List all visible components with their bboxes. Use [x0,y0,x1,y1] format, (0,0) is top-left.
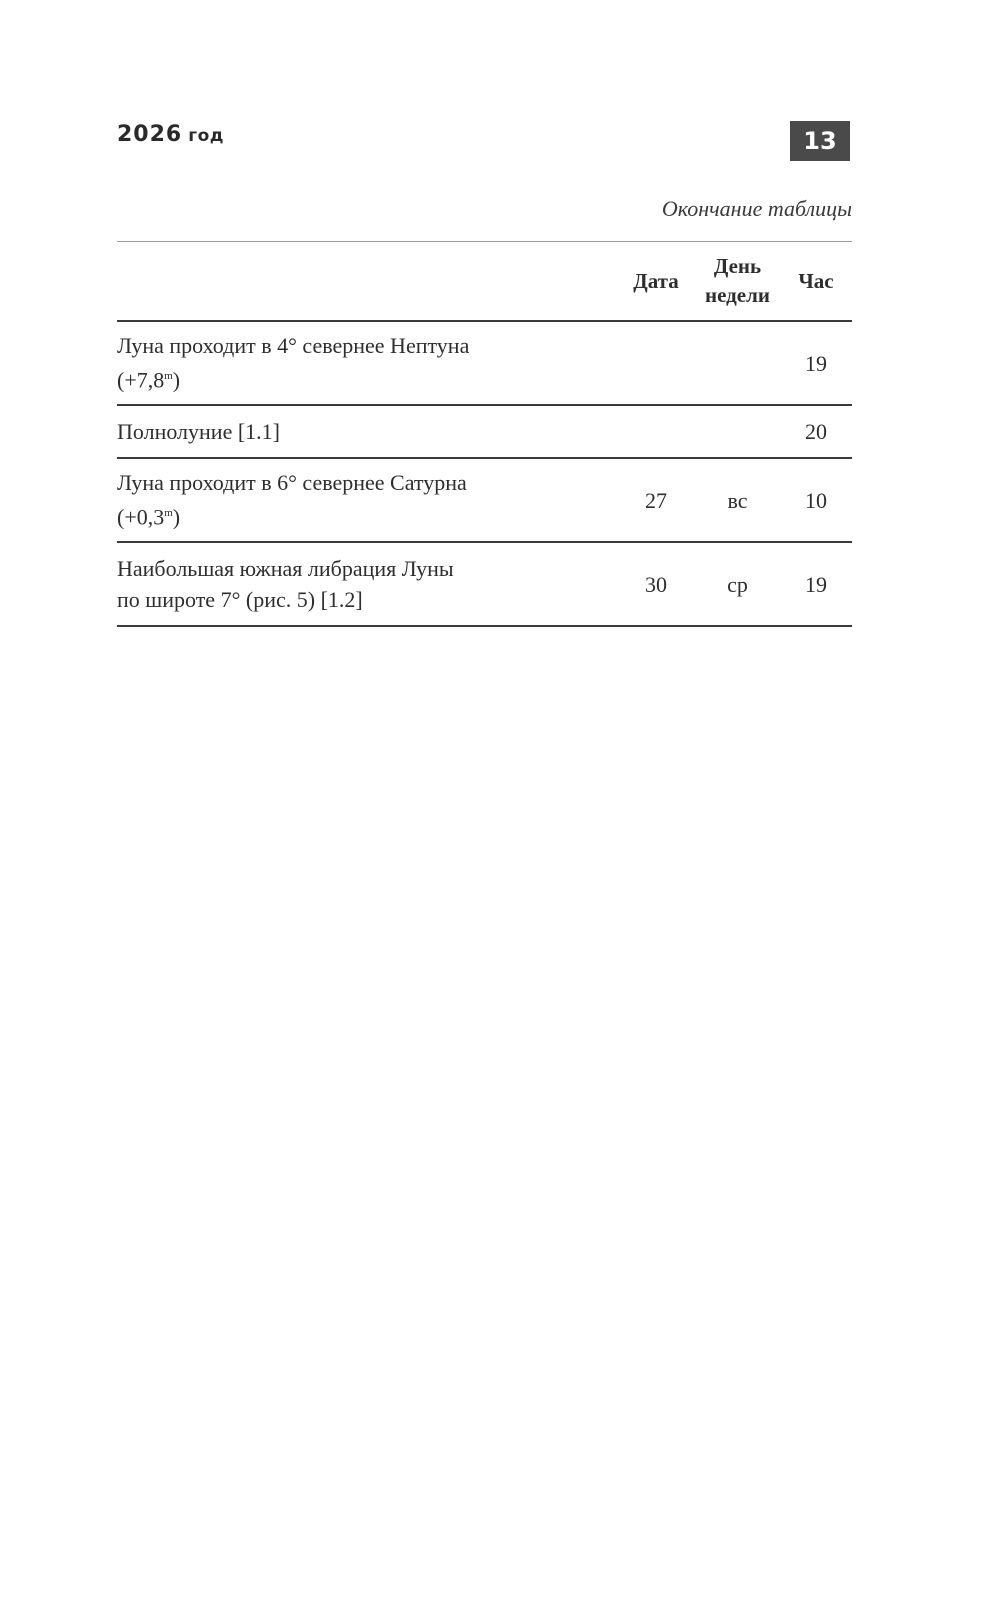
date-cell: 27 [617,458,695,542]
date-cell [617,321,695,405]
weekday-cell [695,321,780,405]
date-cell [617,405,695,458]
table-row [117,458,852,542]
running-head-word: год [188,126,225,146]
hour-cell: 20 [780,405,852,458]
header-date: Дата [617,242,695,322]
table-row [117,405,852,458]
header-weekday [695,242,780,322]
magnitude-sup: m [164,507,173,520]
event-text-line2-end: ) [172,504,181,530]
running-head-year: 2026 [117,122,183,147]
event-text-line2: по широте 7° (рис. 5) [1.2] [117,587,363,612]
event-text-line2: (+0,3 [117,504,165,530]
weekday-cell: ср [695,542,780,626]
event-cell [117,542,617,626]
event-cell [117,405,617,458]
event-text-line2-end: ) [172,367,181,393]
header-event [117,242,617,322]
event-cell [117,458,617,542]
date-cell: 30 [617,542,695,626]
running-head [117,122,224,147]
table-header-row [117,242,852,322]
magnitude-sup: m [164,370,173,383]
header-weekday-line1: День [713,254,762,278]
table-row [117,542,852,626]
table-caption: Окончание таблицы [661,196,852,221]
hour-cell: 19 [780,321,852,405]
hour-cell: 10 [780,458,852,542]
weekday-cell: вс [695,458,780,542]
weekday-cell [695,405,780,458]
table-row [117,321,852,405]
event-text-line1: Луна проходит в 4° севернее Нептуна [117,333,470,359]
events-table [117,241,852,627]
event-text-line1: Полнолуние [1.1] [117,419,281,444]
header-weekday-line2: недели [705,283,770,307]
event-cell [117,321,617,405]
page-number: 13 [790,121,850,161]
hour-cell: 19 [780,542,852,626]
event-text-line1: Луна проходит в 6° севернее Сатурна [117,470,467,496]
event-text-line1: Наибольшая южная либрация Луны [117,556,454,581]
event-text-line2: (+7,8 [117,367,165,393]
header-hour: Час [780,242,852,322]
